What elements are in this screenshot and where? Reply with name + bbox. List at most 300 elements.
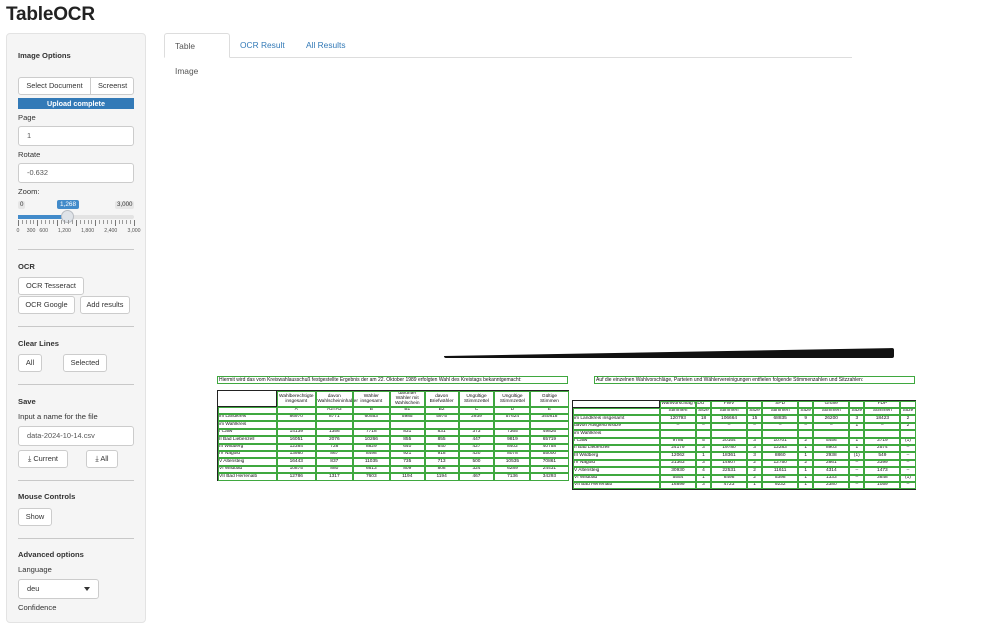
table-cell: – (849, 460, 864, 467)
table-cell: 500 (459, 458, 495, 465)
table-letter-row (218, 407, 569, 414)
rotate-label: Rotate (18, 150, 41, 159)
zoom-tick-label: 2,400 (104, 228, 118, 234)
table-cell: 427 (459, 444, 495, 451)
zoom-tick (111, 220, 112, 224)
zoom-tick (37, 220, 38, 226)
table-cell: darunter Wähler mit Wahlschein (390, 391, 425, 407)
table-cell: 3 (747, 438, 762, 445)
table-cell: 855 (425, 436, 459, 443)
zoom-tick (76, 220, 77, 226)
filename-label: Input a name for the file (18, 412, 98, 421)
table-cell: – (900, 482, 915, 489)
table-cell: – (798, 423, 813, 430)
table-row (573, 430, 916, 437)
table-cell: 6613 (353, 466, 390, 473)
table-cell (494, 421, 530, 428)
table-cell: 12750 (762, 460, 798, 467)
table-subheader-row (573, 408, 916, 415)
table-cell: 1 (798, 467, 813, 474)
table-row (218, 436, 569, 443)
zoom-tick (84, 220, 85, 224)
zoom-slider-fill (18, 215, 67, 219)
table-row (218, 458, 569, 465)
table-cell: Sitze (747, 408, 762, 415)
table-cell: 1 (798, 445, 813, 452)
language-label: Language (18, 565, 52, 574)
download-all-button[interactable] (86, 450, 118, 468)
caret-down-icon (84, 587, 90, 591)
table-cell: 467 (459, 473, 495, 480)
table-cell: 5 (696, 438, 711, 445)
caption-left: Hiermit wird das vom Kreiswahlausschuß festgestellte Ergebnis der am 22. Oktober 1989 erfolgten Wahl des Kreistags bekanntgemacht: (217, 376, 568, 384)
table-cell: 2574 (864, 445, 900, 452)
advanced-options-title: Advanced options (18, 550, 84, 559)
table-cell: 30930 (660, 467, 696, 474)
download-current-label: Current (33, 454, 58, 463)
table-row (573, 452, 916, 459)
table-cell: D (494, 407, 530, 414)
table-cell: 86970 (277, 414, 316, 421)
table-row (573, 423, 916, 430)
table-row (218, 473, 569, 480)
download-icon: ⤓ (95, 454, 99, 463)
table-cell: 18 (696, 415, 711, 422)
language-select[interactable] (18, 579, 99, 599)
table-cell: 1 (747, 482, 762, 489)
table-cell: 809 (390, 466, 425, 473)
ocr-tesseract-button[interactable]: OCR Tesseract (18, 277, 84, 295)
result-tabs (164, 33, 852, 76)
table-cell: Stimmen (864, 408, 900, 415)
tab-all-results[interactable]: All Results (306, 40, 346, 50)
table-cell: davon Ausgleichssitze (573, 423, 660, 430)
table-cell: 1 (696, 452, 711, 459)
table-cell: B (353, 407, 390, 414)
table-cell: 60553 (353, 414, 390, 421)
clear-all-lines-button[interactable]: All (18, 354, 42, 372)
table-cell: 1 (798, 452, 813, 459)
table-cell: Wahlberechtigte insgesamt (277, 391, 316, 407)
table-cell: I Calw (218, 429, 277, 436)
select-document-button[interactable]: Select Document (18, 77, 91, 95)
table-cell (900, 430, 915, 437)
table-cell: 5456 (813, 438, 849, 445)
table-cell: 12283 (762, 445, 798, 452)
table-cell: 2 (798, 460, 813, 467)
document-heading-fragment (444, 348, 894, 358)
table-cell: 70861 (530, 458, 568, 465)
save-title: Save (18, 397, 36, 406)
zoom-tick (134, 220, 135, 226)
table-cell: V Altensteig (573, 467, 660, 474)
table-cell: 16051 (277, 436, 316, 443)
table-cell: 6289 (494, 466, 530, 473)
table-cell: 1194 (390, 473, 425, 480)
table-cell: 16899 (660, 482, 696, 489)
table-cell: 4723 (711, 482, 747, 489)
table-cell: 4 (696, 467, 711, 474)
table-cell (459, 421, 495, 428)
table-row (573, 415, 916, 422)
results-table-right (572, 400, 916, 490)
table-cell: 713 (425, 458, 459, 465)
table-cell: Sitze (696, 408, 711, 415)
table-image[interactable] (214, 348, 924, 514)
table-cell: Ungültige Stimmzettel (459, 391, 495, 407)
table-cell: – (696, 423, 711, 430)
table-cell: 2861 (813, 460, 849, 467)
table-cell: – (813, 423, 849, 430)
table-cell: 21363 (660, 460, 696, 467)
table-cell: Sitze (900, 408, 915, 415)
zoom-tick (130, 220, 131, 224)
zoom-tick (57, 220, 58, 226)
table-cell: 837 (316, 458, 353, 465)
ocr-title: OCR (18, 262, 35, 271)
download-all-label: All (100, 454, 109, 463)
table-cell: 8078 (494, 451, 530, 458)
table-cell: im Wahlkreis (573, 430, 660, 437)
ocr-google-button[interactable]: OCR Google (18, 296, 75, 314)
zoom-tick (49, 220, 50, 224)
zoom-tick (30, 220, 31, 224)
table-cell (316, 421, 353, 428)
table-cell: 2 (747, 460, 762, 467)
table-cell: 867 (316, 451, 353, 458)
rotate-input[interactable]: -0.632 (18, 163, 134, 183)
table-cell: 10266 (353, 436, 390, 443)
table-cell: 12384 (277, 444, 316, 451)
table-cell: 120793 (660, 415, 696, 422)
zoom-tick (126, 220, 127, 224)
table-cell: 8402 (494, 444, 530, 451)
table-cell: 34293 (530, 473, 568, 480)
table-cell: 1 (798, 475, 813, 482)
table-cell: 5985 (390, 414, 425, 421)
table-cell: 1 (849, 438, 864, 445)
table-cell: 49826 (530, 429, 568, 436)
table-cell: 9786 (660, 438, 696, 445)
table-cell: 7718 (353, 429, 390, 436)
table-cell: 3 (696, 482, 711, 489)
app-title: TableOCR (6, 4, 95, 25)
clear-selected-lines-button[interactable]: Selected (63, 354, 107, 372)
table-cell: V Altensteig (218, 458, 277, 465)
table-cell: 3 (747, 452, 762, 459)
table-cell (696, 430, 711, 437)
table-cell: 2 (798, 438, 813, 445)
table-cell: A2=A3 (316, 407, 353, 414)
table-row (573, 475, 916, 482)
table-cell: 10875 (277, 466, 316, 473)
table-cell: Stimmen (660, 408, 696, 415)
table-cell (660, 430, 696, 437)
table-cell: 420 (459, 451, 495, 458)
zoom-tick (64, 220, 65, 224)
table-cell: 15 (747, 415, 762, 422)
table-cell: 3719 (864, 438, 900, 445)
results-table-left (217, 390, 569, 481)
table-cell: 8498 (353, 451, 390, 458)
table-cell: 12786 (277, 473, 316, 480)
table-cell: – (660, 423, 696, 430)
table-cell: – (900, 445, 915, 452)
table-cell: 12062 (660, 452, 696, 459)
upload-status: Upload complete (18, 98, 134, 109)
table-cell: 8860 (762, 452, 798, 459)
table-cell: E (530, 407, 568, 414)
zoom-tick (61, 220, 62, 224)
table-cell: 1333 (813, 475, 849, 482)
table-row (218, 444, 569, 451)
table-cell: 1194 (425, 473, 459, 480)
zoom-max-label: 3,000 (117, 201, 133, 208)
table-cell: 3399 (864, 460, 900, 467)
table-cell: davon Briefwähler (425, 391, 459, 407)
table-cell (747, 401, 762, 408)
table-cell: 2939 (459, 414, 495, 421)
zoom-tick (33, 220, 34, 224)
table-cell: – (864, 423, 900, 430)
table-cell: 549 (864, 452, 900, 459)
table-cell: 373 (459, 429, 495, 436)
table-cell: Grüne (813, 401, 849, 408)
table-cell: (1) (900, 438, 915, 445)
table-cell: im Wahlkreis (218, 421, 277, 428)
table-cell: VI Wildbad (218, 466, 277, 473)
show-mouse-controls-button[interactable]: Show (18, 508, 52, 526)
zoom-ticks (18, 220, 134, 226)
zoom-tick (26, 220, 27, 224)
table-cell: 2938 (813, 452, 849, 459)
page-label: Page (18, 113, 36, 122)
table-cell: – (900, 467, 915, 474)
table-cell: – (849, 475, 864, 482)
table-cell: 16443 (277, 458, 316, 465)
table-cell: C (459, 407, 495, 414)
table-cell: – (747, 423, 762, 430)
table-cell: 9819 (494, 436, 530, 443)
table-cell: 918 (425, 451, 459, 458)
table-cell: 8829 (353, 444, 390, 451)
zoom-min-label: 0 (20, 201, 24, 208)
table-cell (218, 407, 277, 414)
table-cell: Stimmen (762, 408, 798, 415)
table-cell: 24431 (530, 466, 568, 473)
table-cell: 3 (696, 460, 711, 467)
divider (18, 249, 134, 250)
caption-right: Auf die einzelnen Wahlvorschläge, Parteien und Wählervereinigungen entfielen folgende Stimmenzahlen und Sitzzahlen: (594, 376, 915, 384)
table-cell: 1 (798, 482, 813, 489)
table-cell: davon Wahlscheininhaber (316, 391, 353, 407)
table-cell: – (900, 460, 915, 467)
table-cell: 921 (390, 451, 425, 458)
table-cell (530, 421, 568, 428)
table-cell: 324 (459, 466, 495, 473)
table-cell: Sitze (798, 408, 813, 415)
table-row (573, 438, 916, 445)
zoom-tick (80, 220, 81, 224)
zoom-slider-track[interactable] (18, 215, 134, 219)
table-cell: 2 (900, 415, 915, 422)
tab-ocr-result[interactable]: OCR Result (240, 40, 285, 50)
table-cell: 831 (390, 429, 425, 436)
table-cell: 10535 (494, 458, 530, 465)
zoom-label: Zoom: (18, 187, 40, 196)
table-cell: Ungültige Stimmzettel (494, 391, 530, 407)
table-cell: VII Bad Herrenalb (218, 473, 277, 480)
table-header-row (573, 401, 916, 408)
table-cell: 1317 (316, 473, 353, 480)
table-cell: 7136 (494, 473, 530, 480)
table-cell: – (900, 452, 915, 459)
table-cell: II Bad Liebenzell (218, 436, 277, 443)
table-cell: 14139 (277, 429, 316, 436)
table-cell: 20164 (711, 438, 747, 445)
table-cell (900, 401, 915, 408)
zoom-tick-label: 1,800 (81, 228, 95, 234)
image-options-title: Image Options (18, 51, 71, 60)
table-cell: 831 (425, 429, 459, 436)
filename-input[interactable]: data-2024-10-14.csv (18, 426, 134, 446)
table-cell: 2 (900, 423, 915, 430)
zoom-tick (41, 220, 42, 224)
table-row (218, 429, 569, 436)
table-cell: 8498 (711, 475, 747, 482)
table-cell: (1) (849, 452, 864, 459)
confidence-label: Confidence (18, 603, 57, 612)
table-cell: 5975 (425, 414, 459, 421)
table-cell: 11611 (762, 467, 798, 474)
table-cell: 3 (696, 445, 711, 452)
zoom-tick (107, 220, 108, 224)
table-cell: – (849, 482, 864, 489)
zoom-tick-label: 300 (26, 228, 36, 234)
table-cell (218, 391, 277, 407)
table-cell: 4314 (813, 467, 849, 474)
table-cell: 880 (316, 466, 353, 473)
table-cell: 68835 (762, 415, 798, 422)
table-cell: 2 (747, 475, 762, 482)
table-cell: 9232 (762, 482, 798, 489)
table-cell: 3 (849, 415, 864, 422)
table-cell: 447 (459, 436, 495, 443)
screenshot-button[interactable]: Screenst (90, 77, 134, 95)
table-cell: 735 (390, 458, 425, 465)
table-cell (849, 401, 864, 408)
table-cell: Stimmen (711, 408, 747, 415)
table-cell: 5398 (762, 475, 798, 482)
clear-lines-title: Clear Lines (18, 339, 59, 348)
sidebar (6, 33, 146, 623)
table-cell: 3 (747, 445, 762, 452)
table-cell: SPD (762, 401, 798, 408)
table-cell: 8771 (316, 414, 353, 421)
zoom-tick (122, 220, 123, 224)
table-cell: 65719 (530, 436, 568, 443)
table-cell: 9 (798, 415, 813, 422)
table-cell: 8903 (813, 445, 849, 452)
zoom-value-label: 1,268 (57, 200, 79, 209)
zoom-tick (45, 220, 46, 224)
table-cell: 106664 (711, 415, 747, 422)
table-cell: IV Nagold (218, 451, 277, 458)
table-cell: – (711, 423, 747, 430)
table-cell: 1356 (316, 429, 353, 436)
page-input[interactable]: 1 (18, 126, 134, 146)
divider (18, 384, 134, 385)
table-cell: (1) (900, 475, 915, 482)
table-cell: 26200 (813, 415, 849, 422)
table-row (573, 467, 916, 474)
table-row (573, 445, 916, 452)
table-cell: 7603 (353, 473, 390, 480)
table-cell: Stimmen (813, 408, 849, 415)
table-cell (813, 430, 849, 437)
table-cell: FDP (864, 401, 900, 408)
table-cell: im Landkreis (218, 414, 277, 421)
table-cell: 2 (747, 467, 762, 474)
zoom-tick (18, 220, 19, 226)
table-cell: 14607 (711, 460, 747, 467)
zoom-tick (115, 220, 116, 226)
divider (18, 538, 134, 539)
table-cell: III Wildberg (573, 452, 660, 459)
table-cell: 57624 (494, 414, 530, 421)
table-cell (573, 401, 660, 408)
zoom-tick (119, 220, 120, 224)
table-row (218, 466, 569, 473)
language-value: deu (27, 584, 40, 593)
zoom-tick-label: 600 (39, 228, 49, 234)
download-current-button[interactable] (18, 450, 68, 468)
zoom-tick-label: 1,200 (57, 228, 71, 234)
table-cell: 22531 (711, 467, 747, 474)
table-cell: 5554 (660, 475, 696, 482)
table-cell: Wähler insgesamt (353, 391, 390, 407)
table-cell: – (849, 467, 864, 474)
table-cell (798, 430, 813, 437)
table-cell: 10701 (762, 438, 798, 445)
table-cell (711, 430, 747, 437)
add-results-button[interactable]: Add results (80, 296, 130, 314)
table-row (218, 451, 569, 458)
mouse-controls-title: Mouse Controls (18, 492, 76, 501)
table-cell: III Wildberg (218, 444, 277, 451)
table-cell: 18423 (864, 415, 900, 422)
table-cell: 640 (390, 444, 425, 451)
table-cell: 40758 (530, 444, 568, 451)
table-cell: II Bad Liebenzell (573, 445, 660, 452)
table-cell: VII Bad Herrenalb (573, 482, 660, 489)
zoom-tick (22, 220, 23, 224)
table-cell: 1 (696, 475, 711, 482)
zoom-tick (95, 220, 96, 226)
table-cell (747, 430, 762, 437)
table-cell: 855 (390, 436, 425, 443)
table-cell (798, 401, 813, 408)
tab-table-image[interactable]: Table Image (164, 33, 230, 58)
table-cell: I Calw (573, 438, 660, 445)
table-header-row (218, 391, 569, 407)
table-row (218, 421, 569, 428)
table-cell: 7365 (494, 429, 530, 436)
table-cell: 11035 (353, 458, 390, 465)
table-cell: 1473 (864, 467, 900, 474)
table-cell: 808 (425, 466, 459, 473)
table-cell: 13980 (277, 451, 316, 458)
